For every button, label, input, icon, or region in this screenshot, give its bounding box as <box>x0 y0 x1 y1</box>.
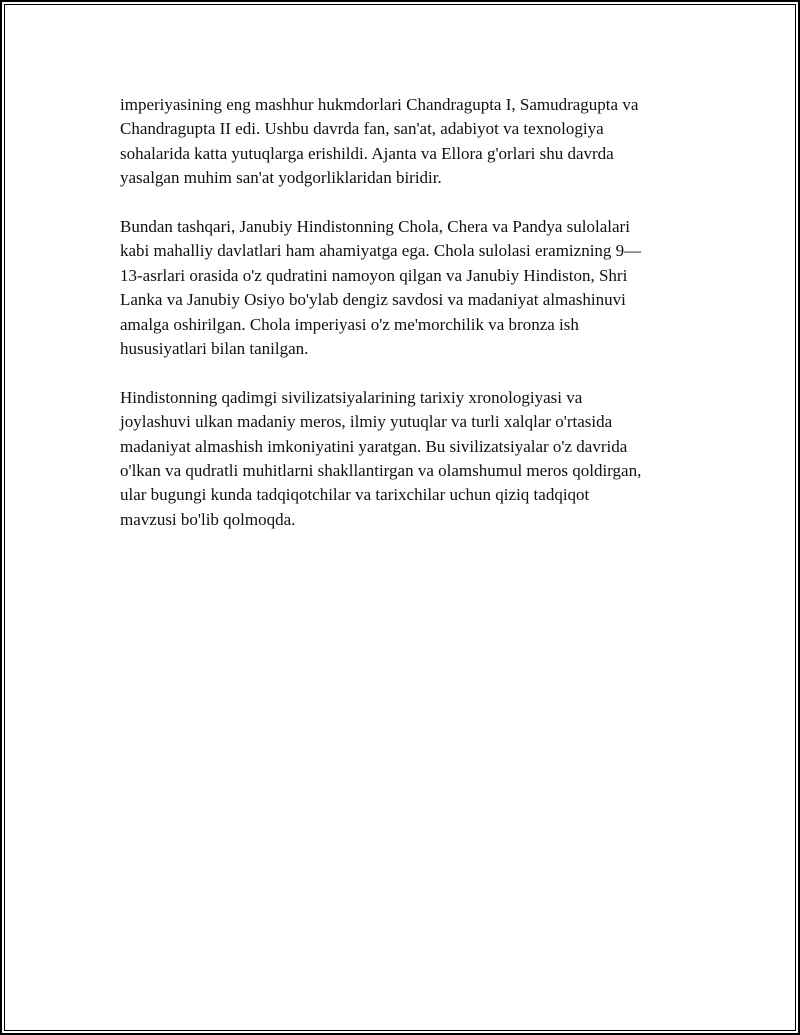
paragraph-conclusion <box>120 386 710 532</box>
text-line: sohalarida katta yutuqlarga erishildi. Ajanta va Ellora g'orlari shu davrda <box>120 143 614 163</box>
text-line: joylashuvi ulkan madaniy meros, ilmiy yutuqlar va turli xalqlar o'rtasida <box>120 412 613 432</box>
text-line: o'lkan va qudratli muhitlarni shakllantirgan va olamshumul meros qoldirgan, <box>120 461 642 481</box>
text-line: 13-asrlari orasida o'z qudratini namoyon qilgan va Janubiy Hindiston, Shri <box>120 265 628 285</box>
text-line: Bundan tashqari, Janubiy Hindistonning Chola, Chera va Pandya sulolalari <box>120 217 630 237</box>
paragraph-gupta-empire <box>120 93 710 191</box>
text-line: mavzusi bo'lib qolmoqda. <box>120 509 296 529</box>
text-line: hususiyatlari bilan tanilgan. <box>120 339 309 359</box>
paragraph-southern-dynasties <box>120 215 710 361</box>
text-line: amalga oshirilgan. Chola imperiyasi o'z me'morchilik va bronza ish <box>120 314 579 334</box>
document-body <box>120 93 710 557</box>
text-line: yasalgan muhim san'at yodgorliklaridan biridir. <box>120 168 442 188</box>
text-line: Hindistonning qadimgi sivilizatsiyalarining tarixiy xronologiyasi va <box>120 387 583 407</box>
text-line: Chandragupta II edi. Ushbu davrda fan, san'at, adabiyot va texnologiya <box>120 119 604 139</box>
text-line: kabi mahalliy davlatlari ham ahamiyatga ega. Chola sulolasi eramizning 9— <box>120 241 642 261</box>
text-line: Lanka va Janubiy Osiyo bo'ylab dengiz savdosi va madaniyat almashinuvi <box>120 290 626 310</box>
text-line: madaniyat almashish imkoniyatini yaratgan. Bu sivilizatsiyalar o'z davrida <box>120 436 628 456</box>
text-line: imperiyasining eng mashhur hukmdorlari Chandragupta I, Samudragupta va <box>120 95 639 114</box>
text-line: ular bugungi kunda tadqiqotchilar va tarixchilar uchun qiziq tadqiqot <box>120 485 590 505</box>
